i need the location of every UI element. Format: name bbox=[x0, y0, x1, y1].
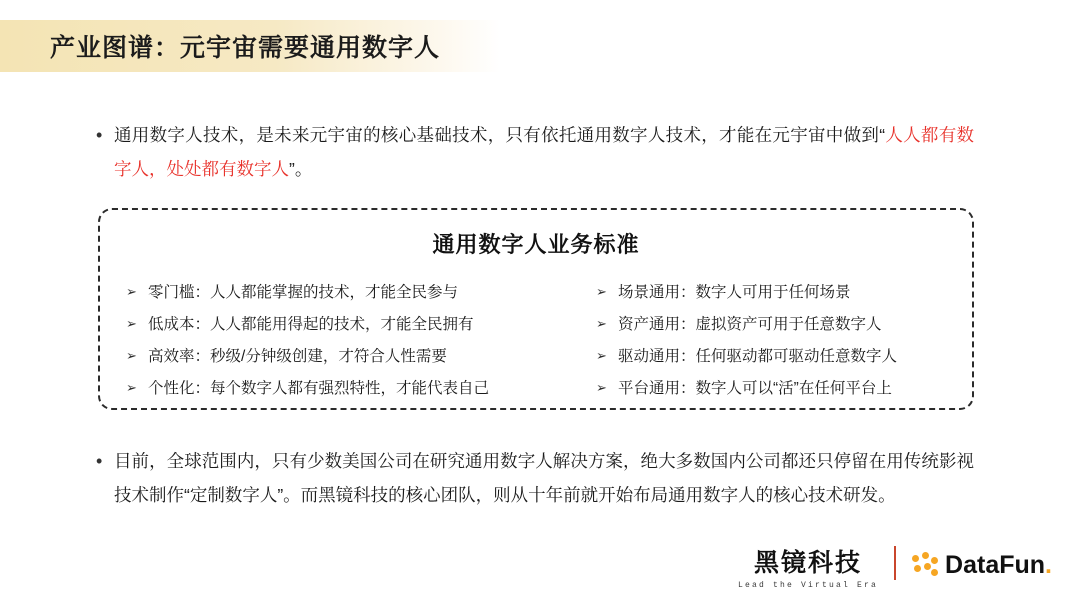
arrow-icon: ➢ bbox=[126, 315, 137, 331]
heijing-logo bbox=[738, 550, 878, 589]
standard-item-right-3 bbox=[596, 339, 954, 371]
bullet-2-text: 目前，全球范围内，只有少数美国公司在研究通用数字人解决方案，绝大多数国内公司都还只停留在用传统影视技术制作“定制数字人”。而黑镜科技的核心团队，则从十年前就开始布局通用数字人的核心技术研发。 bbox=[114, 451, 974, 505]
standard-item-label: 高效率： bbox=[148, 348, 211, 365]
standards-box bbox=[98, 208, 974, 410]
standard-item-label: 低成本： bbox=[148, 316, 211, 333]
standard-item-desc: 任何驱动都可驱动任意数字人 bbox=[695, 348, 898, 365]
datafun-wordmark: DataFun bbox=[945, 550, 1046, 579]
arrow-icon: ➢ bbox=[596, 379, 607, 395]
arrow-icon: ➢ bbox=[126, 379, 137, 395]
datafun-dots-icon bbox=[912, 552, 938, 578]
footer-logos bbox=[738, 546, 1052, 594]
standard-item-label: 零门槛： bbox=[148, 284, 211, 301]
datafun-logo-name bbox=[945, 551, 1052, 580]
standard-item-label: 资产通用： bbox=[618, 316, 696, 333]
arrow-icon: ➢ bbox=[126, 347, 137, 363]
bullet-1-text bbox=[114, 118, 974, 186]
standard-item-right-2 bbox=[596, 307, 954, 339]
standard-item-desc: 数字人可用于任何场景 bbox=[695, 284, 851, 301]
standard-item-desc: 人人都能掌握的技术，才能全民参与 bbox=[210, 284, 459, 301]
standard-item-right-1 bbox=[596, 275, 954, 307]
standard-item-right-4 bbox=[596, 371, 954, 403]
standard-item-left-3 bbox=[126, 339, 596, 371]
page-title: 产业图谱：元宇宙需要通用数字人 bbox=[50, 34, 441, 62]
arrow-icon: ➢ bbox=[596, 315, 607, 331]
standards-grid bbox=[100, 275, 972, 403]
standard-item-desc: 秒级/分钟级创建，才符合人性需要 bbox=[210, 348, 447, 365]
standard-item-label: 个性化： bbox=[148, 380, 211, 397]
standard-item-desc: 虚拟资产可用于任意数字人 bbox=[695, 316, 882, 333]
standard-item-left-2 bbox=[126, 307, 596, 339]
standard-item-label: 场景通用： bbox=[618, 284, 696, 301]
heijing-logo-tagline: Lead the Virtual Era bbox=[738, 580, 879, 590]
logo-divider bbox=[894, 546, 896, 580]
standards-box-title: 通用数字人业务标准 bbox=[432, 232, 640, 257]
slide-title-banner bbox=[0, 20, 500, 72]
bullet-paragraph-1 bbox=[88, 118, 983, 186]
bullet-paragraph-2 bbox=[88, 444, 983, 512]
bullet-1-highlight: 人人都有数字人，处处都有数字人 bbox=[114, 125, 975, 179]
heijing-logo-name: 黑镜科技 bbox=[754, 549, 863, 578]
datafun-dot: . bbox=[1045, 550, 1052, 579]
arrow-icon: ➢ bbox=[596, 347, 607, 363]
bullet-1-segment-1: 通用数字人技术，是未来元宇宙的核心基础技术，只有依托通用数字人技术，才能在元宇宙中做到“ bbox=[114, 125, 886, 145]
standard-item-left-4 bbox=[126, 371, 596, 403]
standard-item-desc: 每个数字人都有强烈特性，才能代表自己 bbox=[210, 380, 490, 397]
standard-item-desc: 人人都能用得起的技术，才能全民拥有 bbox=[210, 316, 474, 333]
standard-item-left-1 bbox=[126, 275, 596, 307]
standard-item-label: 平台通用： bbox=[618, 380, 696, 397]
standard-item-desc: 数字人可以“活”在任何平台上 bbox=[695, 380, 892, 397]
datafun-logo bbox=[912, 551, 1052, 590]
bullet-marker: • bbox=[96, 451, 103, 471]
arrow-icon: ➢ bbox=[126, 283, 137, 299]
standard-item-label: 驱动通用： bbox=[618, 348, 696, 365]
arrow-icon: ➢ bbox=[596, 283, 607, 299]
bullet-marker: • bbox=[96, 125, 103, 145]
bullet-1-segment-3: ”。 bbox=[289, 159, 313, 179]
